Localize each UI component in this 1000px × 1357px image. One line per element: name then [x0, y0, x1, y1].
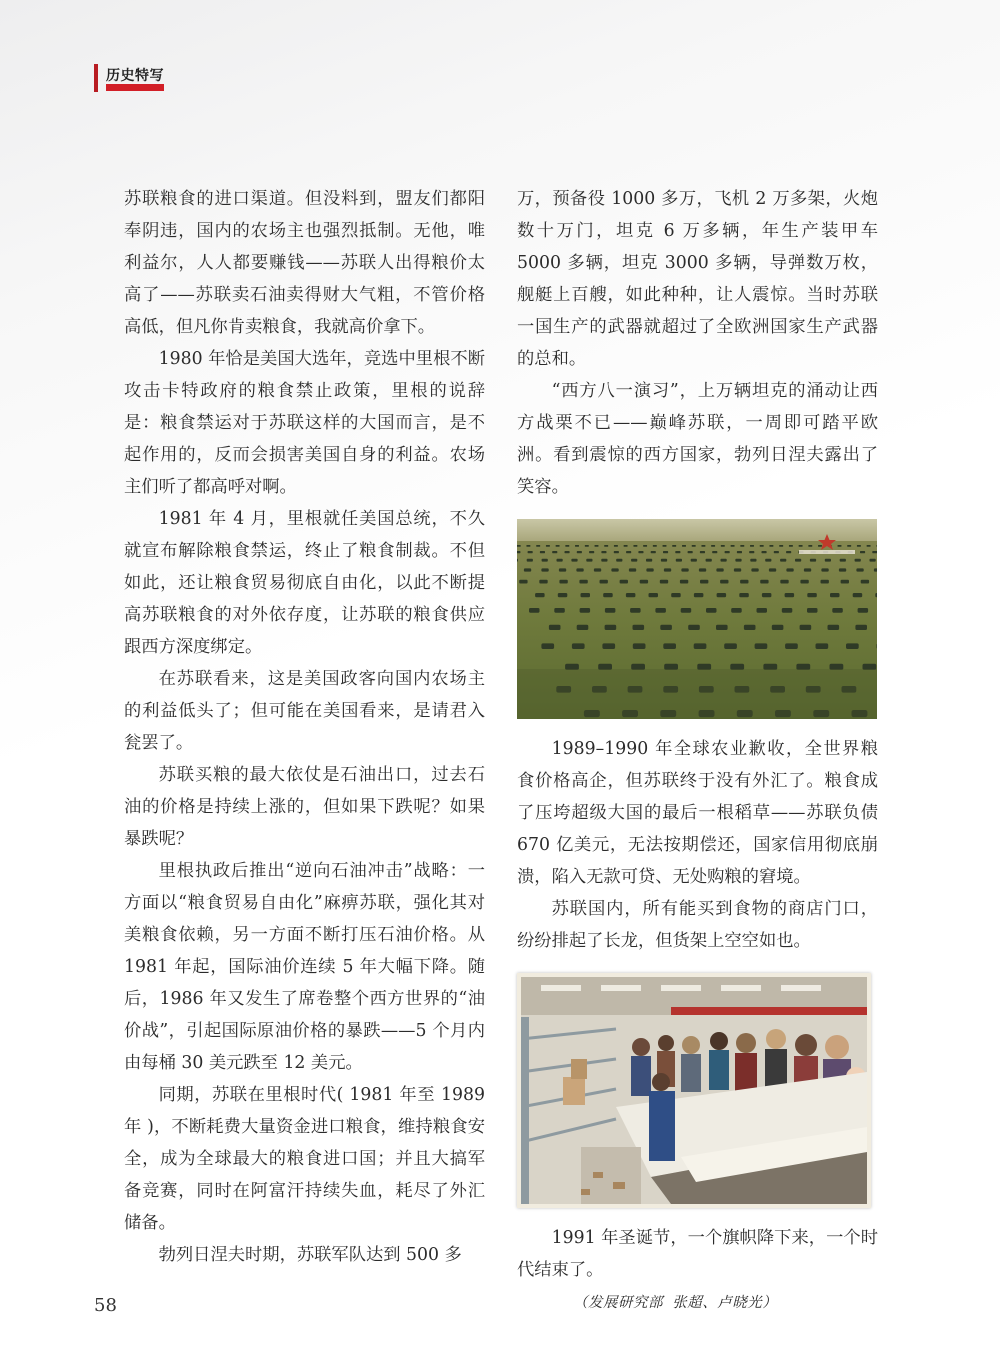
- section-tag: [94, 62, 164, 94]
- right-paragraph: “西方八一演习”，上万辆坦克的涌动让西方战栗不已——巅峰苏联，一周即可踏平欧洲。看到震惊的西方国家，勃列日涅夫露出了笑容。: [517, 381, 878, 497]
- page-number: 58: [94, 1295, 117, 1316]
- left-column: [124, 183, 485, 1271]
- store-queue-photo: [517, 973, 871, 1208]
- right-paragraph: 1989–1990 年全球农业歉收，全世界粮食价格高企，但苏联终于没有外汇了。粮食成了压垮超级大国的最后一根稻草——苏联负债 670 亿美元，无法按期偿还，国家信用彻底崩溃，陷入无款可贷、无处购粮的窘境。: [517, 739, 878, 887]
- right-paragraph: 苏联国内，所有能买到食物的商店门口，纷纷排起了长龙，但货架上空空如也。: [517, 899, 878, 951]
- byline-line: [517, 1286, 878, 1319]
- right-paragraph: 1991 年圣诞节，一个旗帜降下来，一个时代结束了。: [517, 1228, 878, 1280]
- left-paragraph: 苏联粮食的进口渠道。但没料到，盟友们都阳奉阴违，国内的农场主也强烈抵制。无他，唯利益尔，人人都要赚钱——苏联人出得粮价太高了——苏联卖石油卖得财大气粗，不管价格高低，但凡你肯卖粮食，我就高价拿下。: [124, 189, 485, 337]
- left-paragraph: 里根执政后推出“逆向石油冲击”战略：一方面以“粮食贸易自由化”麻痹苏联，强化其对美粮食依赖，另一方面不断打压石油价格。从 1981 年起，国际油价连续 5 年大幅下降。随后，1986 年又发生了席卷整个西方世界的“油价战”，引起国际原油价格的暴跌——5 个月内由每桶 30 美元跌至 12 美元。: [124, 861, 485, 1073]
- section-tag-bar: [94, 64, 98, 92]
- left-paragraph: 1981 年 4 月，里根就任美国总统，不久就宣布解除粮食禁运，终止了粮食制裁。不但如此，还让粮食贸易彻底自由化，以此不断提高苏联粮食的对外依存度，让苏联的粮食供应跟西方深度绑定。: [124, 509, 485, 657]
- author-byline: （发展研究部 张超、卢晓光）: [573, 1295, 778, 1311]
- right-paragraph: 万，预备役 1000 多万，飞机 2 万多架，火炮数十万门，坦克 6 万多辆，年生产装甲车 5000 多辆，坦克 3000 多辆，导弹数万枚，舰艇上百艘，如此种种，让人震惊。当时苏联一国生产的武器就超过了全欧洲国家生产武器的总和。: [517, 189, 878, 369]
- left-paragraph: 勃列日涅夫时期，苏联军队达到 500 多: [158, 1245, 462, 1265]
- left-paragraph: 同期，苏联在里根时代( 1981 年至 1989 年 )，不断耗费大量资金进口粮食，维持粮食安全，成为全球最大的粮食进口国；并且大搞军备竞赛，同时在阿富汗持续失血，耗尽了外汇储备。: [124, 1085, 485, 1233]
- section-tag-underline: [106, 84, 164, 91]
- left-paragraph: 苏联买粮的最大依仗是石油出口，过去石油的价格是持续上涨的，但如果下跌呢？如果暴跌呢？: [124, 765, 485, 849]
- left-paragraph: 1980 年恰是美国大选年，竞选中里根不断攻击卡特政府的粮食禁止政策，里根的说辞是：粮食禁运对于苏联这样的大国而言，是不起作用的，反而会损害美国自身的利益。农场主们听了都高呼对啊。: [124, 349, 485, 497]
- left-paragraph: 在苏联看来，这是美国政客向国内农场主的利益低头了；但可能在美国看来，是请君入瓮罢了。: [124, 669, 485, 753]
- right-column: [517, 183, 878, 1319]
- star-logo-icon: [795, 533, 859, 555]
- tanks-photo: [517, 519, 877, 719]
- section-tag-label: 历史特写: [106, 68, 164, 84]
